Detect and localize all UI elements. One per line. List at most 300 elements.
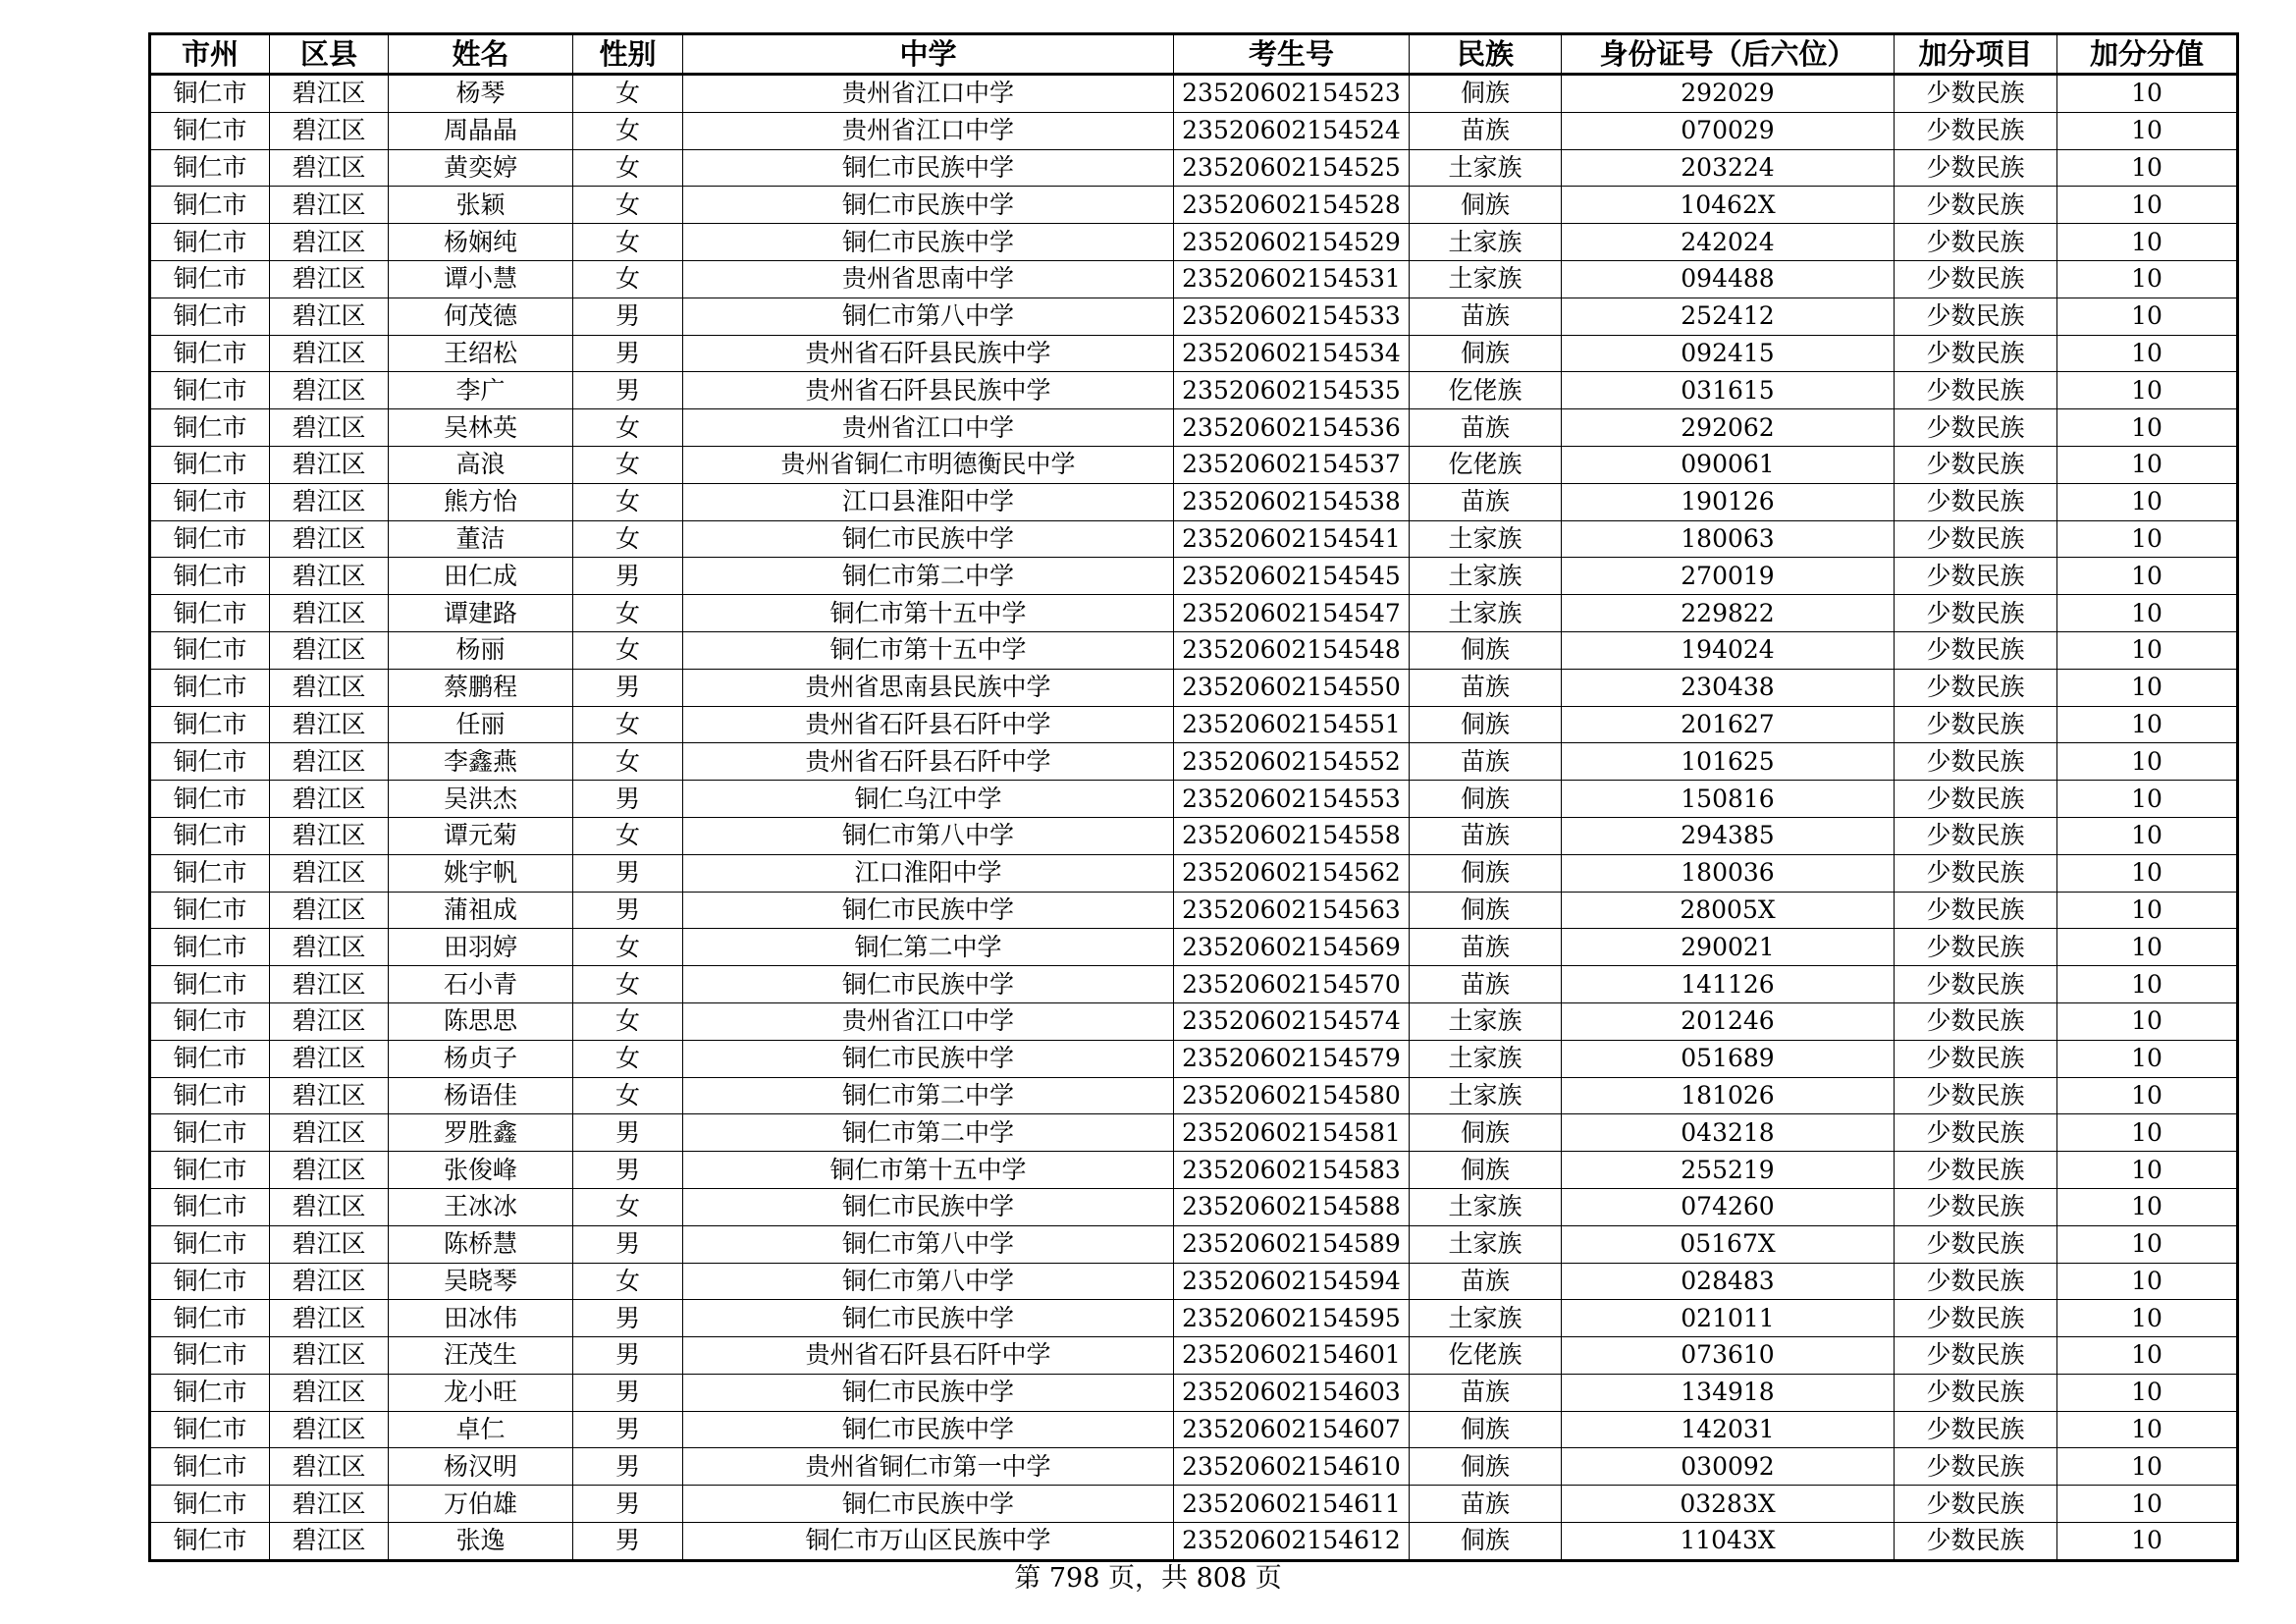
cell-bonus-points: 10 bbox=[2057, 1448, 2238, 1486]
table-row bbox=[150, 298, 2238, 335]
cell-district: 碧江区 bbox=[270, 817, 389, 854]
cell-bonus-item: 少数民族 bbox=[1895, 298, 2057, 335]
cell-bonus-item: 少数民族 bbox=[1895, 483, 2057, 520]
cell-city: 铜仁市 bbox=[150, 854, 270, 892]
cell-city: 铜仁市 bbox=[150, 1225, 270, 1263]
header-school: 中学 bbox=[683, 34, 1174, 75]
cell-ethnicity: 苗族 bbox=[1410, 966, 1562, 1003]
cell-name: 何茂德 bbox=[389, 298, 573, 335]
cell-city: 铜仁市 bbox=[150, 669, 270, 706]
cell-city: 铜仁市 bbox=[150, 1411, 270, 1448]
table-body bbox=[150, 75, 2238, 1561]
cell-gender: 男 bbox=[573, 1114, 683, 1152]
cell-city: 铜仁市 bbox=[150, 1448, 270, 1486]
cell-id-last-six: 028483 bbox=[1562, 1263, 1895, 1300]
cell-gender: 女 bbox=[573, 631, 683, 669]
cell-gender: 男 bbox=[573, 1152, 683, 1189]
cell-gender: 男 bbox=[573, 669, 683, 706]
header-id-last-six: 身份证号（后六位） bbox=[1562, 34, 1895, 75]
cell-city: 铜仁市 bbox=[150, 892, 270, 929]
cell-bonus-points: 10 bbox=[2057, 1337, 2238, 1375]
cell-bonus-points: 10 bbox=[2057, 1225, 2238, 1263]
cell-exam-id: 23520602154569 bbox=[1174, 929, 1410, 966]
cell-exam-id: 23520602154601 bbox=[1174, 1337, 1410, 1375]
cell-bonus-points: 10 bbox=[2057, 1411, 2238, 1448]
cell-bonus-points: 10 bbox=[2057, 75, 2238, 113]
cell-exam-id: 23520602154536 bbox=[1174, 409, 1410, 447]
cell-exam-id: 23520602154595 bbox=[1174, 1300, 1410, 1337]
table-row bbox=[150, 1114, 2238, 1152]
cell-name: 吴林英 bbox=[389, 409, 573, 447]
table-row bbox=[150, 483, 2238, 520]
cell-city: 铜仁市 bbox=[150, 149, 270, 187]
cell-id-last-six: 201246 bbox=[1562, 1002, 1895, 1040]
cell-gender: 女 bbox=[573, 224, 683, 261]
cell-name: 杨贞子 bbox=[389, 1040, 573, 1077]
cell-name: 李鑫燕 bbox=[389, 743, 573, 781]
cell-exam-id: 23520602154603 bbox=[1174, 1374, 1410, 1411]
cell-bonus-item: 少数民族 bbox=[1895, 817, 2057, 854]
cell-id-last-six: 092415 bbox=[1562, 335, 1895, 372]
cell-school: 铜仁市民族中学 bbox=[683, 1486, 1174, 1523]
table-row bbox=[150, 335, 2238, 372]
cell-exam-id: 23520602154528 bbox=[1174, 187, 1410, 224]
cell-district: 碧江区 bbox=[270, 298, 389, 335]
table-row bbox=[150, 706, 2238, 743]
cell-name: 王绍松 bbox=[389, 335, 573, 372]
cell-gender: 女 bbox=[573, 520, 683, 558]
cell-ethnicity: 土家族 bbox=[1410, 260, 1562, 298]
cell-bonus-points: 10 bbox=[2057, 409, 2238, 447]
cell-exam-id: 23520602154541 bbox=[1174, 520, 1410, 558]
cell-ethnicity: 苗族 bbox=[1410, 929, 1562, 966]
cell-name: 罗胜鑫 bbox=[389, 1114, 573, 1152]
cell-city: 铜仁市 bbox=[150, 1188, 270, 1225]
table-row bbox=[150, 187, 2238, 224]
cell-name: 谭建路 bbox=[389, 595, 573, 632]
cell-bonus-item: 少数民族 bbox=[1895, 706, 2057, 743]
cell-bonus-points: 10 bbox=[2057, 1263, 2238, 1300]
cell-bonus-item: 少数民族 bbox=[1895, 187, 2057, 224]
cell-bonus-item: 少数民族 bbox=[1895, 558, 2057, 595]
cell-name: 谭小慧 bbox=[389, 260, 573, 298]
cell-bonus-item: 少数民族 bbox=[1895, 892, 2057, 929]
cell-ethnicity: 侗族 bbox=[1410, 335, 1562, 372]
cell-bonus-item: 少数民族 bbox=[1895, 1300, 2057, 1337]
cell-id-last-six: 203224 bbox=[1562, 149, 1895, 187]
cell-name: 王冰冰 bbox=[389, 1188, 573, 1225]
cell-bonus-points: 10 bbox=[2057, 1002, 2238, 1040]
cell-ethnicity: 土家族 bbox=[1410, 595, 1562, 632]
cell-exam-id: 23520602154537 bbox=[1174, 446, 1410, 483]
cell-ethnicity: 苗族 bbox=[1410, 1263, 1562, 1300]
cell-id-last-six: 142031 bbox=[1562, 1411, 1895, 1448]
cell-ethnicity: 土家族 bbox=[1410, 1077, 1562, 1114]
cell-gender: 男 bbox=[573, 1523, 683, 1561]
cell-district: 碧江区 bbox=[270, 558, 389, 595]
cell-gender: 男 bbox=[573, 1411, 683, 1448]
table-row bbox=[150, 1188, 2238, 1225]
cell-ethnicity: 苗族 bbox=[1410, 298, 1562, 335]
cell-city: 铜仁市 bbox=[150, 1523, 270, 1561]
cell-city: 铜仁市 bbox=[150, 75, 270, 113]
cell-id-last-six: 190126 bbox=[1562, 483, 1895, 520]
cell-district: 碧江区 bbox=[270, 112, 389, 149]
cell-school: 铜仁市民族中学 bbox=[683, 1040, 1174, 1077]
cell-gender: 女 bbox=[573, 706, 683, 743]
cell-bonus-item: 少数民族 bbox=[1895, 1486, 2057, 1523]
cell-district: 碧江区 bbox=[270, 335, 389, 372]
cell-bonus-item: 少数民族 bbox=[1895, 335, 2057, 372]
cell-school: 铜仁市民族中学 bbox=[683, 1188, 1174, 1225]
cell-bonus-points: 10 bbox=[2057, 892, 2238, 929]
cell-id-last-six: 134918 bbox=[1562, 1374, 1895, 1411]
cell-bonus-points: 10 bbox=[2057, 1114, 2238, 1152]
cell-bonus-item: 少数民族 bbox=[1895, 929, 2057, 966]
cell-ethnicity: 侗族 bbox=[1410, 1411, 1562, 1448]
cell-ethnicity: 土家族 bbox=[1410, 1188, 1562, 1225]
table-row bbox=[150, 854, 2238, 892]
cell-ethnicity: 侗族 bbox=[1410, 1152, 1562, 1189]
cell-district: 碧江区 bbox=[270, 1448, 389, 1486]
cell-gender: 女 bbox=[573, 260, 683, 298]
cell-exam-id: 23520602154525 bbox=[1174, 149, 1410, 187]
cell-name: 石小青 bbox=[389, 966, 573, 1003]
cell-name: 田羽婷 bbox=[389, 929, 573, 966]
cell-city: 铜仁市 bbox=[150, 1337, 270, 1375]
cell-bonus-item: 少数民族 bbox=[1895, 1077, 2057, 1114]
cell-bonus-points: 10 bbox=[2057, 595, 2238, 632]
table-row bbox=[150, 75, 2238, 113]
cell-name: 陈思思 bbox=[389, 1002, 573, 1040]
cell-bonus-points: 10 bbox=[2057, 446, 2238, 483]
cell-exam-id: 23520602154538 bbox=[1174, 483, 1410, 520]
cell-ethnicity: 土家族 bbox=[1410, 520, 1562, 558]
cell-bonus-points: 10 bbox=[2057, 372, 2238, 409]
table-row bbox=[150, 1300, 2238, 1337]
cell-district: 碧江区 bbox=[270, 409, 389, 447]
table-row bbox=[150, 1337, 2238, 1375]
cell-id-last-six: 150816 bbox=[1562, 781, 1895, 818]
cell-id-last-six: 229822 bbox=[1562, 595, 1895, 632]
cell-school: 贵州省铜仁市明德衡民中学 bbox=[683, 446, 1174, 483]
table-header-row bbox=[150, 34, 2238, 75]
cell-id-last-six: 03283X bbox=[1562, 1486, 1895, 1523]
cell-city: 铜仁市 bbox=[150, 520, 270, 558]
table-row bbox=[150, 1374, 2238, 1411]
cell-ethnicity: 侗族 bbox=[1410, 631, 1562, 669]
cell-exam-id: 23520602154550 bbox=[1174, 669, 1410, 706]
footer-middle: 页，共 bbox=[1108, 1563, 1188, 1594]
cell-district: 碧江区 bbox=[270, 929, 389, 966]
cell-district: 碧江区 bbox=[270, 1374, 389, 1411]
table-row bbox=[150, 595, 2238, 632]
cell-bonus-item: 少数民族 bbox=[1895, 595, 2057, 632]
cell-city: 铜仁市 bbox=[150, 1002, 270, 1040]
cell-gender: 男 bbox=[573, 1300, 683, 1337]
cell-district: 碧江区 bbox=[270, 483, 389, 520]
cell-gender: 女 bbox=[573, 1263, 683, 1300]
cell-bonus-item: 少数民族 bbox=[1895, 1114, 2057, 1152]
cell-ethnicity: 苗族 bbox=[1410, 1374, 1562, 1411]
cell-gender: 男 bbox=[573, 854, 683, 892]
cell-bonus-item: 少数民族 bbox=[1895, 1152, 2057, 1189]
cell-ethnicity: 侗族 bbox=[1410, 854, 1562, 892]
cell-id-last-six: 28005X bbox=[1562, 892, 1895, 929]
table-row bbox=[150, 224, 2238, 261]
cell-gender: 男 bbox=[573, 1448, 683, 1486]
cell-exam-id: 23520602154611 bbox=[1174, 1486, 1410, 1523]
cell-school: 铜仁市第八中学 bbox=[683, 1263, 1174, 1300]
cell-school: 贵州省石阡县民族中学 bbox=[683, 335, 1174, 372]
cell-bonus-points: 10 bbox=[2057, 669, 2238, 706]
cell-exam-id: 23520602154551 bbox=[1174, 706, 1410, 743]
cell-exam-id: 23520602154534 bbox=[1174, 335, 1410, 372]
cell-bonus-points: 10 bbox=[2057, 558, 2238, 595]
cell-school: 铜仁市民族中学 bbox=[683, 1374, 1174, 1411]
cell-bonus-points: 10 bbox=[2057, 1486, 2238, 1523]
cell-gender: 女 bbox=[573, 966, 683, 1003]
cell-id-last-six: 090061 bbox=[1562, 446, 1895, 483]
cell-school: 铜仁市第二中学 bbox=[683, 1114, 1174, 1152]
cell-district: 碧江区 bbox=[270, 224, 389, 261]
cell-id-last-six: 180036 bbox=[1562, 854, 1895, 892]
cell-gender: 女 bbox=[573, 595, 683, 632]
table-row bbox=[150, 1411, 2238, 1448]
cell-bonus-item: 少数民族 bbox=[1895, 1040, 2057, 1077]
cell-school: 铜仁市第二中学 bbox=[683, 558, 1174, 595]
table-row bbox=[150, 1486, 2238, 1523]
cell-school: 铜仁市第八中学 bbox=[683, 817, 1174, 854]
cell-city: 铜仁市 bbox=[150, 1152, 270, 1189]
cell-school: 铜仁市民族中学 bbox=[683, 1300, 1174, 1337]
cell-exam-id: 23520602154552 bbox=[1174, 743, 1410, 781]
cell-name: 任丽 bbox=[389, 706, 573, 743]
table-row bbox=[150, 929, 2238, 966]
cell-exam-id: 23520602154545 bbox=[1174, 558, 1410, 595]
cell-bonus-item: 少数民族 bbox=[1895, 631, 2057, 669]
cell-school: 铜仁乌江中学 bbox=[683, 781, 1174, 818]
cell-city: 铜仁市 bbox=[150, 929, 270, 966]
cell-name: 杨汉明 bbox=[389, 1448, 573, 1486]
footer-suffix: 页 bbox=[1255, 1563, 1282, 1594]
cell-city: 铜仁市 bbox=[150, 187, 270, 224]
cell-exam-id: 23520602154547 bbox=[1174, 595, 1410, 632]
cell-name: 龙小旺 bbox=[389, 1374, 573, 1411]
cell-district: 碧江区 bbox=[270, 1263, 389, 1300]
cell-gender: 男 bbox=[573, 1337, 683, 1375]
cell-name: 蔡鹏程 bbox=[389, 669, 573, 706]
cell-school: 铜仁市民族中学 bbox=[683, 1411, 1174, 1448]
cell-gender: 男 bbox=[573, 1374, 683, 1411]
cell-exam-id: 23520602154531 bbox=[1174, 260, 1410, 298]
header-exam-id: 考生号 bbox=[1174, 34, 1410, 75]
table-row bbox=[150, 669, 2238, 706]
cell-name: 谭元菊 bbox=[389, 817, 573, 854]
cell-city: 铜仁市 bbox=[150, 1300, 270, 1337]
cell-gender: 女 bbox=[573, 75, 683, 113]
cell-ethnicity: 土家族 bbox=[1410, 224, 1562, 261]
cell-bonus-item: 少数民族 bbox=[1895, 1337, 2057, 1375]
cell-school: 铜仁市第八中学 bbox=[683, 1225, 1174, 1263]
table-row bbox=[150, 112, 2238, 149]
cell-id-last-six: 030092 bbox=[1562, 1448, 1895, 1486]
cell-exam-id: 23520602154524 bbox=[1174, 112, 1410, 149]
cell-district: 碧江区 bbox=[270, 260, 389, 298]
header-bonus-item: 加分项目 bbox=[1895, 34, 2057, 75]
cell-name: 吴洪杰 bbox=[389, 781, 573, 818]
cell-id-last-six: 11043X bbox=[1562, 1523, 1895, 1561]
cell-gender: 男 bbox=[573, 372, 683, 409]
cell-school: 贵州省江口中学 bbox=[683, 112, 1174, 149]
cell-exam-id: 23520602154563 bbox=[1174, 892, 1410, 929]
cell-bonus-points: 10 bbox=[2057, 187, 2238, 224]
cell-school: 铜仁市万山区民族中学 bbox=[683, 1523, 1174, 1561]
cell-exam-id: 23520602154607 bbox=[1174, 1411, 1410, 1448]
cell-bonus-item: 少数民族 bbox=[1895, 409, 2057, 447]
cell-city: 铜仁市 bbox=[150, 335, 270, 372]
cell-exam-id: 23520602154529 bbox=[1174, 224, 1410, 261]
cell-school: 贵州省江口中学 bbox=[683, 1002, 1174, 1040]
cell-bonus-points: 10 bbox=[2057, 335, 2238, 372]
cell-name: 田冰伟 bbox=[389, 1300, 573, 1337]
header-gender: 性别 bbox=[573, 34, 683, 75]
cell-name: 熊方怡 bbox=[389, 483, 573, 520]
cell-school: 贵州省铜仁市第一中学 bbox=[683, 1448, 1174, 1486]
cell-district: 碧江区 bbox=[270, 1337, 389, 1375]
header-district: 区县 bbox=[270, 34, 389, 75]
cell-gender: 女 bbox=[573, 743, 683, 781]
cell-bonus-points: 10 bbox=[2057, 706, 2238, 743]
cell-bonus-points: 10 bbox=[2057, 149, 2238, 187]
cell-school: 铜仁市第八中学 bbox=[683, 298, 1174, 335]
cell-bonus-item: 少数民族 bbox=[1895, 260, 2057, 298]
cell-bonus-points: 10 bbox=[2057, 1523, 2238, 1561]
cell-city: 铜仁市 bbox=[150, 1263, 270, 1300]
cell-school: 贵州省江口中学 bbox=[683, 409, 1174, 447]
cell-city: 铜仁市 bbox=[150, 1486, 270, 1523]
cell-city: 铜仁市 bbox=[150, 631, 270, 669]
cell-bonus-points: 10 bbox=[2057, 817, 2238, 854]
cell-exam-id: 23520602154533 bbox=[1174, 298, 1410, 335]
cell-exam-id: 23520602154548 bbox=[1174, 631, 1410, 669]
cell-bonus-item: 少数民族 bbox=[1895, 781, 2057, 818]
cell-id-last-six: 255219 bbox=[1562, 1152, 1895, 1189]
cell-school: 铜仁市民族中学 bbox=[683, 892, 1174, 929]
cell-district: 碧江区 bbox=[270, 669, 389, 706]
cell-exam-id: 23520602154574 bbox=[1174, 1002, 1410, 1040]
cell-district: 碧江区 bbox=[270, 892, 389, 929]
cell-gender: 女 bbox=[573, 1040, 683, 1077]
cell-gender: 女 bbox=[573, 409, 683, 447]
cell-city: 铜仁市 bbox=[150, 298, 270, 335]
cell-id-last-six: 194024 bbox=[1562, 631, 1895, 669]
cell-bonus-item: 少数民族 bbox=[1895, 372, 2057, 409]
cell-name: 汪茂生 bbox=[389, 1337, 573, 1375]
cell-bonus-points: 10 bbox=[2057, 1152, 2238, 1189]
cell-bonus-points: 10 bbox=[2057, 1040, 2238, 1077]
cell-ethnicity: 土家族 bbox=[1410, 1040, 1562, 1077]
cell-school: 铜仁市第十五中学 bbox=[683, 1152, 1174, 1189]
cell-bonus-points: 10 bbox=[2057, 1300, 2238, 1337]
footer-prefix: 第 bbox=[1014, 1563, 1041, 1594]
cell-bonus-item: 少数民族 bbox=[1895, 1263, 2057, 1300]
cell-bonus-points: 10 bbox=[2057, 1188, 2238, 1225]
cell-name: 姚宇帆 bbox=[389, 854, 573, 892]
cell-ethnicity: 侗族 bbox=[1410, 187, 1562, 224]
cell-id-last-six: 031615 bbox=[1562, 372, 1895, 409]
cell-bonus-item: 少数民族 bbox=[1895, 446, 2057, 483]
cell-id-last-six: 070029 bbox=[1562, 112, 1895, 149]
cell-name: 张逸 bbox=[389, 1523, 573, 1561]
cell-district: 碧江区 bbox=[270, 1077, 389, 1114]
cell-school: 贵州省思南中学 bbox=[683, 260, 1174, 298]
cell-name: 周晶晶 bbox=[389, 112, 573, 149]
cell-exam-id: 23520602154610 bbox=[1174, 1448, 1410, 1486]
cell-district: 碧江区 bbox=[270, 1152, 389, 1189]
cell-city: 铜仁市 bbox=[150, 1040, 270, 1077]
cell-gender: 男 bbox=[573, 892, 683, 929]
cell-school: 江口淮阳中学 bbox=[683, 854, 1174, 892]
score-bonus-table bbox=[148, 32, 2239, 1562]
cell-bonus-points: 10 bbox=[2057, 1374, 2238, 1411]
cell-district: 碧江区 bbox=[270, 966, 389, 1003]
table-row bbox=[150, 1263, 2238, 1300]
cell-bonus-points: 10 bbox=[2057, 1077, 2238, 1114]
table-row bbox=[150, 743, 2238, 781]
table-row bbox=[150, 817, 2238, 854]
table-row bbox=[150, 1448, 2238, 1486]
cell-id-last-six: 242024 bbox=[1562, 224, 1895, 261]
cell-city: 铜仁市 bbox=[150, 224, 270, 261]
cell-gender: 女 bbox=[573, 446, 683, 483]
cell-exam-id: 23520602154579 bbox=[1174, 1040, 1410, 1077]
cell-city: 铜仁市 bbox=[150, 1077, 270, 1114]
cell-id-last-six: 101625 bbox=[1562, 743, 1895, 781]
cell-id-last-six: 290021 bbox=[1562, 929, 1895, 966]
table-row bbox=[150, 1523, 2238, 1561]
cell-city: 铜仁市 bbox=[150, 595, 270, 632]
cell-district: 碧江区 bbox=[270, 1523, 389, 1561]
cell-name: 杨娴纯 bbox=[389, 224, 573, 261]
cell-gender: 女 bbox=[573, 483, 683, 520]
cell-ethnicity: 侗族 bbox=[1410, 75, 1562, 113]
cell-bonus-item: 少数民族 bbox=[1895, 224, 2057, 261]
cell-ethnicity: 苗族 bbox=[1410, 669, 1562, 706]
cell-district: 碧江区 bbox=[270, 706, 389, 743]
cell-bonus-points: 10 bbox=[2057, 854, 2238, 892]
cell-city: 铜仁市 bbox=[150, 112, 270, 149]
cell-name: 吴晓琴 bbox=[389, 1263, 573, 1300]
cell-gender: 男 bbox=[573, 558, 683, 595]
cell-ethnicity: 苗族 bbox=[1410, 817, 1562, 854]
cell-bonus-item: 少数民族 bbox=[1895, 1002, 2057, 1040]
cell-id-last-six: 294385 bbox=[1562, 817, 1895, 854]
cell-name: 张俊峰 bbox=[389, 1152, 573, 1189]
cell-name: 万伯雄 bbox=[389, 1486, 573, 1523]
table-row bbox=[150, 1225, 2238, 1263]
cell-gender: 女 bbox=[573, 149, 683, 187]
cell-city: 铜仁市 bbox=[150, 1114, 270, 1152]
cell-district: 碧江区 bbox=[270, 520, 389, 558]
page-footer bbox=[0, 1561, 2296, 1597]
cell-district: 碧江区 bbox=[270, 372, 389, 409]
footer-total-pages: 808 bbox=[1196, 1563, 1248, 1594]
cell-city: 铜仁市 bbox=[150, 558, 270, 595]
cell-name: 张颖 bbox=[389, 187, 573, 224]
cell-city: 铜仁市 bbox=[150, 817, 270, 854]
cell-ethnicity: 侗族 bbox=[1410, 706, 1562, 743]
